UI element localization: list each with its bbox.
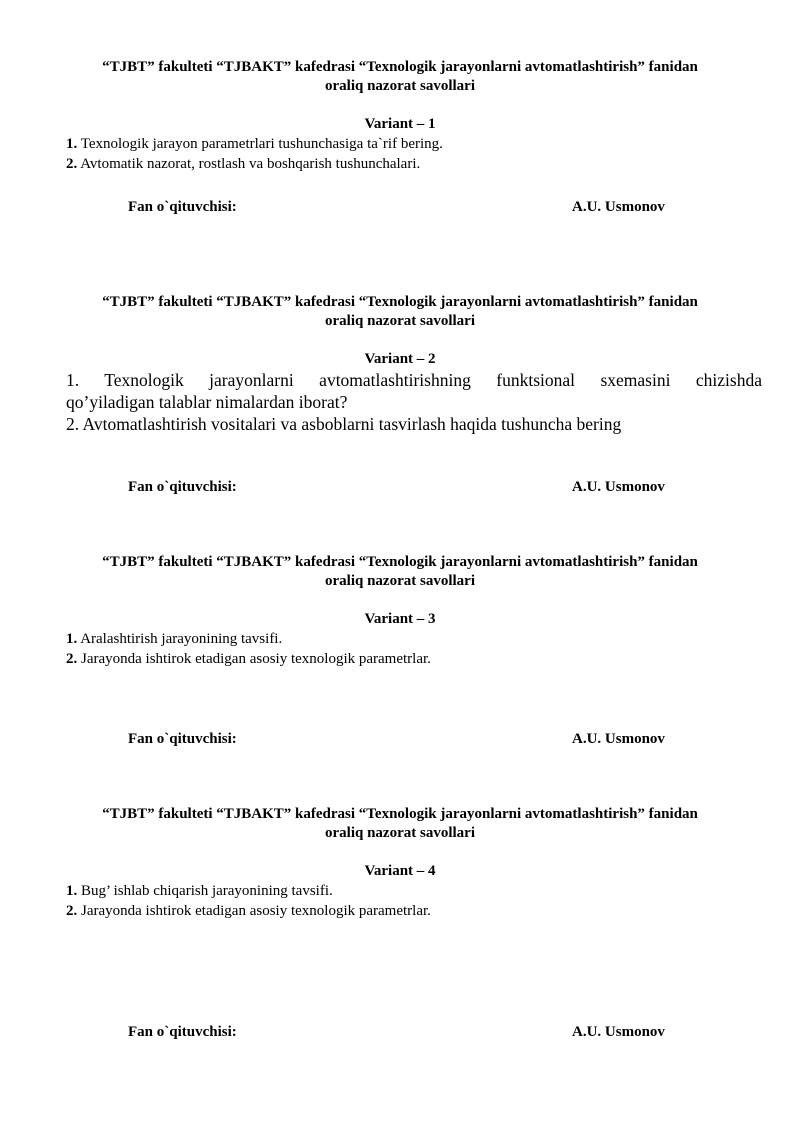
question-text: Texnologik jarayonlarni avtomatlashtirishning funktsional sxemasini chizishda xyxy=(104,370,762,390)
question-text: Avtomatik nazorat, rostlash va boshqarish tushunchalari. xyxy=(80,156,421,172)
heading-line-1: “TJBT” fakulteti “TJBAKT” kafedrasi “Texnologik jarayonlarni avtomatlashtirish” fanidan xyxy=(102,806,698,822)
question-number: 1. xyxy=(66,370,80,390)
teacher-name: A.U. Usmonov xyxy=(572,1024,665,1040)
teacher-role: Fan o`qituvchisi: xyxy=(128,1024,237,1040)
heading-line-2: oraliq nazorat savollari xyxy=(325,825,475,841)
question-item xyxy=(66,369,762,391)
question-number: 1. xyxy=(66,631,78,647)
teacher-role: Fan o`qituvchisi: xyxy=(128,199,237,215)
heading-line-2: oraliq nazorat savollari xyxy=(325,313,475,329)
variant-2-section xyxy=(0,293,800,435)
question-number: 2. xyxy=(66,414,80,434)
question-item xyxy=(66,154,762,174)
teacher-name: A.U. Usmonov xyxy=(572,479,665,495)
variant-1-section xyxy=(0,58,800,174)
question-text: Bug’ ishlab chiqarish jarayonining tavsifi. xyxy=(81,883,333,899)
question-text: Texnologik jarayon parametrlari tushunchasiga ta`rif bering. xyxy=(80,136,443,152)
question-text: Aralashtirish jarayonining tavsifi. xyxy=(80,631,283,647)
heading-line-2: oraliq nazorat savollari xyxy=(325,573,475,589)
teacher-name: A.U. Usmonov xyxy=(572,731,665,747)
question-number: 2. xyxy=(66,156,78,172)
variant-1-questions xyxy=(0,134,800,174)
variant-3-label: Variant – 3 xyxy=(364,611,436,627)
question-number: 1. xyxy=(66,136,78,152)
question-item xyxy=(66,649,762,669)
question-continuation: qo’yiladigan talablar nimalardan iborat? xyxy=(66,392,348,412)
question-text: Jarayonda ishtirok etadigan asosiy texnologik parametrlar. xyxy=(81,903,431,919)
variant-3-questions xyxy=(0,629,800,669)
variant-3-section xyxy=(0,553,800,669)
variant-3-signature xyxy=(0,729,800,749)
teacher-name: A.U. Usmonov xyxy=(572,199,665,215)
variant-2-signature xyxy=(0,477,800,497)
question-text: Jarayonda ishtirok etadigan asosiy texnologik parametrlar. xyxy=(81,651,431,667)
question-text: Avtomatlashtirish vositalari va asboblarni tasvirlash haqida tushuncha bering xyxy=(82,414,622,434)
variant-2-questions xyxy=(0,369,800,435)
question-item xyxy=(66,901,762,921)
heading-line-1: “TJBT” fakulteti “TJBAKT” kafedrasi “Texnologik jarayonlarni avtomatlashtirish” fanidan xyxy=(102,294,698,310)
question-item xyxy=(66,629,762,649)
teacher-role: Fan o`qituvchisi: xyxy=(128,479,237,495)
teacher-role: Fan o`qituvchisi: xyxy=(128,731,237,747)
heading-line-2: oraliq nazorat savollari xyxy=(325,78,475,94)
variant-1-label: Variant – 1 xyxy=(364,116,436,132)
question-number: 2. xyxy=(66,903,78,919)
question-number: 1. xyxy=(66,883,78,899)
question-item xyxy=(66,881,762,901)
question-item xyxy=(66,134,762,154)
question-item xyxy=(66,413,762,435)
variant-1-signature xyxy=(0,197,800,217)
variant-4-label: Variant – 4 xyxy=(364,863,436,879)
variant-3-heading xyxy=(0,553,800,591)
variant-4-questions xyxy=(0,881,800,921)
variant-2-label: Variant – 2 xyxy=(364,351,436,367)
question-number: 2. xyxy=(66,651,78,667)
heading-line-1: “TJBT” fakulteti “TJBAKT” kafedrasi “Texnologik jarayonlarni avtomatlashtirish” fanidan xyxy=(102,554,698,570)
variant-4-signature xyxy=(0,1022,800,1042)
heading-line-1: “TJBT” fakulteti “TJBAKT” kafedrasi “Texnologik jarayonlarni avtomatlashtirish” fanidan xyxy=(102,59,698,75)
variant-4-heading xyxy=(0,805,800,843)
variant-2-heading xyxy=(0,293,800,331)
variant-1-heading xyxy=(0,58,800,96)
variant-4-section xyxy=(0,805,800,921)
